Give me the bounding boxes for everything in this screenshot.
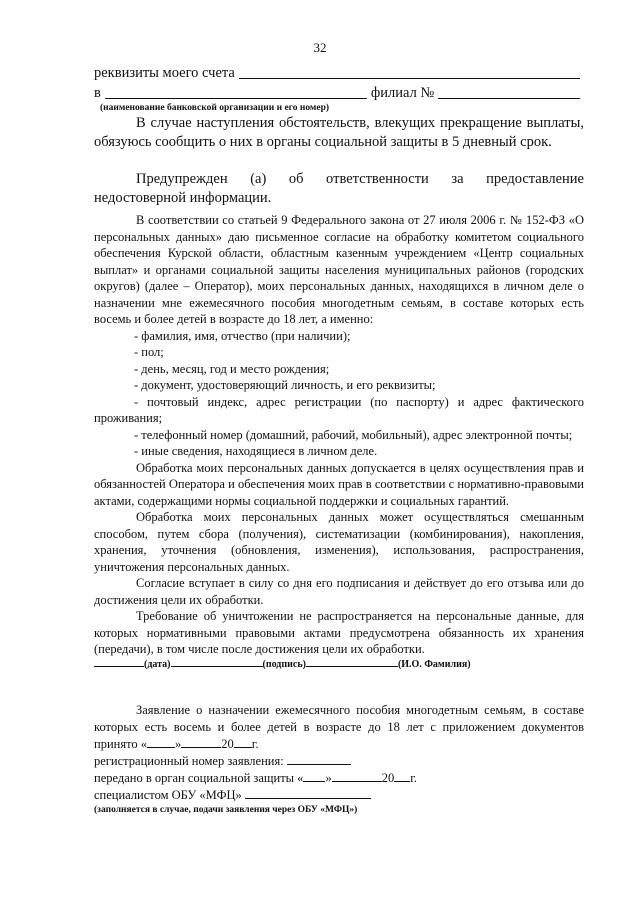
name-caption: (И.О. Фамилия) [397,659,471,670]
list-item: - телефонный номер (домашний, рабочий, мобильный), адрес электронной почты; [134,427,573,442]
bank-line [105,97,367,99]
account-line [239,77,580,79]
bank-row [94,84,584,103]
list-item: - пол; [134,345,164,359]
name-line [306,665,398,667]
specialist-row: специалистом ОБУ «МФЦ» [94,787,584,804]
list-item: - почтовый индекс, адрес регистрации (по паспорту) и адрес фактического проживания; [94,394,584,425]
bank-prefix: в [94,85,101,101]
account-block [94,64,584,83]
consent-block [94,212,584,658]
list-item: - документ, удостоверяющий личность, и его реквизиты; [134,378,436,392]
destruction-paragraph: Требование об уничтожении не распространяется на персональные данные, для которых нормативными правовыми актами предусмотрена обязанность их хранения (передачи), в том числе после достижения цели их обработки. [94,609,584,656]
account-label: реквизиты моего счета [94,65,235,81]
reg-number-row: регистрационный номер заявления: [94,753,584,770]
sign-line [171,665,263,667]
account-row [94,64,584,83]
registration-block [94,702,584,816]
page-number: 32 [313,40,327,55]
validity-paragraph: Согласие вступает в силу со дня его подписания и действует до его отзыва или до достижения цели их обработки. [94,576,584,607]
branch-line [438,97,580,99]
registration-note: (заполняется в случае, подачи заявления через ОБУ «МФЦ») [94,805,358,815]
transferred-row: передано в орган социальной защиты « » 20 г. [94,771,418,785]
date-caption: (дата) [144,659,171,670]
statement-text: Заявление о назначении ежемесячного пособия многодетным семьям, в составе которых есть восемь и более детей в возрасте до 18 лет с приложением документов принято « » 20 г. [94,703,584,751]
warned-paragraph: Предупрежден (а) об ответственности за предоставление недостоверной информации. [94,171,584,206]
list-item: - фамилия, имя, отчество (при наличии); [134,328,351,343]
signature-row [94,659,584,670]
list-item: - день, месяц, год и место рождения; [134,361,330,376]
sign-caption: (подпись) [262,659,306,670]
consent-paragraph: В соответствии со статьей 9 Федерального закона от 27 июля 2006 г. № 152-ФЗ «О персональных данных» даю письменное согласие на обработку комитетом социального обеспечения Курской области, областным казенным учреждением «Центр социальных выплат» и органами социальной защиты населения муниципальных районов (городских округов) (далее – Оператор), моих персональных данных, находящихся в личном деле о назначении мне ежемесячного пособия многодетным семьям, в составе которых есть восемь и более детей в возрасте до 18 лет, а именно: [94,213,584,326]
obligation-paragraph: В случае наступления обстоятельств, влекущих прекращение выплаты, обязуюсь сообщить о них в органы социальной защиты в 5 дневный срок. [94,115,584,150]
bank-caption: (наименование банковской организации и его номер) [100,103,330,113]
method-paragraph: Обработка моих персональных данных может осуществляться смешанным способом, путем сбора (получения), систематизации (комбинирования), накопления, хранения, уточнения (обновления, изменения), использования, распространения, уничтожения персональных данных. [94,510,584,574]
branch-label: филиал № [370,85,435,101]
date-line [94,665,144,667]
purpose-paragraph: Обработка моих персональных данных допускается в целях осуществления прав и обязанностей Оператора и обеспечения моих прав в соответствии с нормативно-правовыми актами, содержащими нормы социальной поддержки и социальных гарантий. [94,460,584,508]
list-item: - иные сведения, находящиеся в личном деле. [134,444,378,458]
